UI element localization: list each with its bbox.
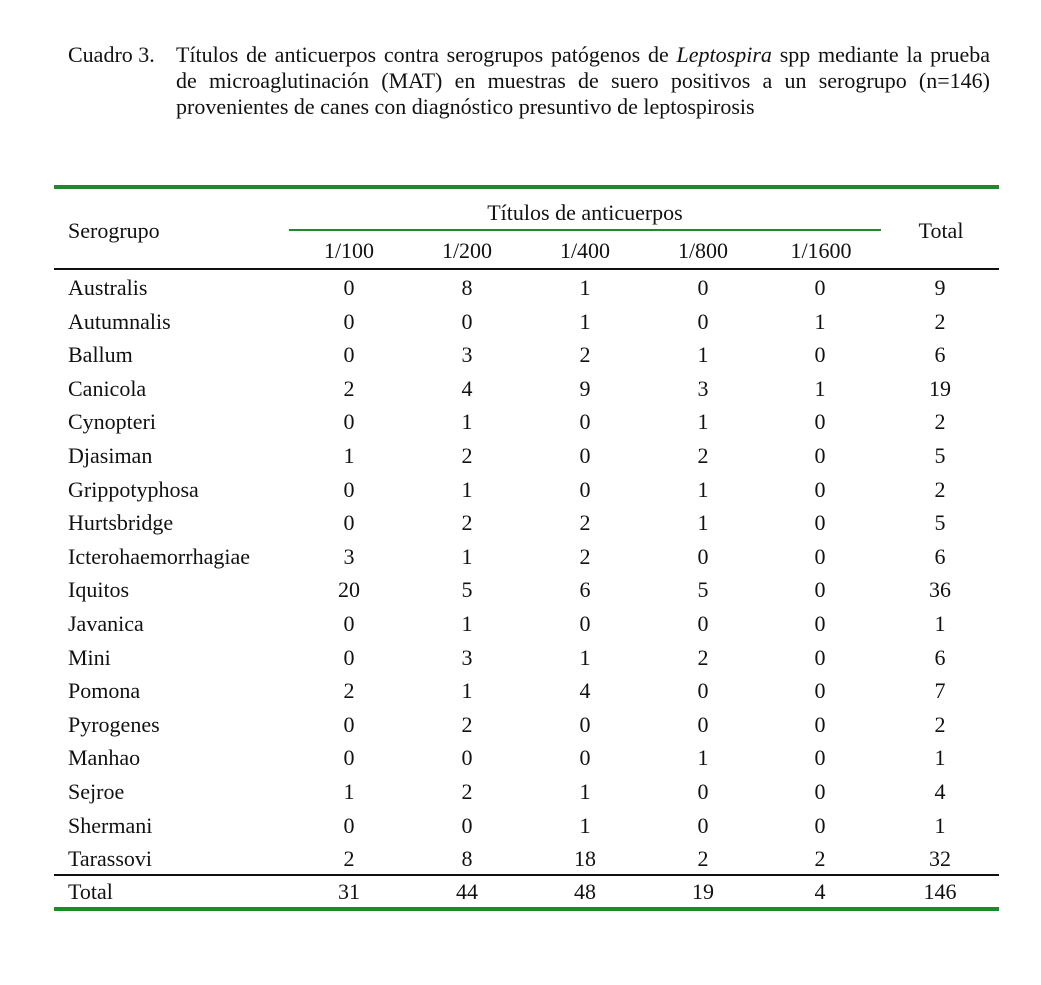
titer-cell: 2 xyxy=(461,779,473,804)
row-total-cell: 5 xyxy=(934,443,946,468)
titer-cell: 1 xyxy=(697,510,709,536)
total-row-rule xyxy=(54,874,999,876)
serogroup-name: Pomona xyxy=(68,678,141,704)
titer-cell: 2 xyxy=(343,846,355,872)
titer-cell: 2 xyxy=(697,846,709,872)
titer-cell: 1 xyxy=(461,678,473,704)
table-row xyxy=(54,540,999,574)
row-total-cell: 2 xyxy=(934,409,946,435)
titer-cell: 0 xyxy=(697,812,709,838)
serogroup-name: Mini xyxy=(68,644,111,670)
serogroup-name: Canicola xyxy=(68,375,147,401)
row-total-cell: 32 xyxy=(929,846,951,872)
header-bottom-rule xyxy=(54,268,999,270)
titer-cell: 2 xyxy=(343,678,355,704)
table-row xyxy=(54,372,999,406)
table-row xyxy=(54,573,999,607)
titer-cell: 0 xyxy=(697,779,709,804)
serogroup-name: Ballum xyxy=(68,342,133,368)
titer-cell: 0 xyxy=(343,611,355,636)
titer-cell: 0 xyxy=(461,308,473,334)
titer-cell: 2 xyxy=(461,510,473,536)
titer-cell: 4 xyxy=(461,375,473,401)
titer-cell: 5 xyxy=(697,577,709,603)
row-total-cell: 2 xyxy=(934,476,946,502)
row-total-cell: 2 xyxy=(934,308,946,334)
titer-cell: 4 xyxy=(814,879,826,904)
titer-cell: 44 xyxy=(456,879,478,904)
titer-cell: 1 xyxy=(461,611,473,636)
serogroup-name: Hurtsbridge xyxy=(68,510,174,536)
titer-cell: 0 xyxy=(814,644,826,670)
titer-cell: 0 xyxy=(814,409,826,435)
titer-cell: 0 xyxy=(461,745,473,771)
row-total-cell: 6 xyxy=(934,644,946,670)
titer-cell: 20 xyxy=(338,577,360,603)
titer-cell: 0 xyxy=(814,779,826,804)
row-total-cell: 7 xyxy=(934,678,946,704)
titer-cell: 2 xyxy=(697,443,709,468)
titer-cell: 0 xyxy=(343,510,355,536)
caption-genus-italic: Leptospira xyxy=(676,42,772,67)
titer-cell: 1 xyxy=(461,409,473,435)
titer-cell: 0 xyxy=(814,711,826,737)
titer-cell: 0 xyxy=(814,812,826,838)
titer-cell: 2 xyxy=(579,342,591,368)
titer-cell: 0 xyxy=(697,308,709,334)
table-row xyxy=(54,506,999,540)
serogroup-name: Grippotyphosa xyxy=(68,476,199,502)
header-total: Total xyxy=(918,218,964,243)
caption-text xyxy=(176,42,990,120)
titer-cell: 3 xyxy=(697,375,709,401)
titer-cell: 31 xyxy=(338,879,360,904)
table-top-rule xyxy=(54,185,999,189)
titer-cell: 1 xyxy=(461,476,473,502)
titer-cell: 0 xyxy=(579,476,591,502)
table-row xyxy=(54,405,999,439)
titer-cell: 3 xyxy=(343,543,355,569)
header-titer-1-200: 1/200 xyxy=(441,238,493,263)
titer-cell: 0 xyxy=(814,342,826,368)
titer-cell: 2 xyxy=(814,846,826,872)
titer-cell: 0 xyxy=(814,611,826,636)
serogroup-name: Tarassovi xyxy=(68,846,152,872)
titer-cell: 0 xyxy=(697,611,709,636)
titer-cell: 0 xyxy=(697,678,709,704)
caption-text-after: spp mediante la prueba de microaglutinación (MAT) en muestras de suero positivos a un serogrupo (n=146) provenientes de canes con diagnóstico presuntivo de leptospirosis xyxy=(176,42,991,119)
titer-cell: 8 xyxy=(461,275,473,300)
titer-cell: 1 xyxy=(697,409,709,435)
titer-cell: 0 xyxy=(343,342,355,368)
titer-cell: 1 xyxy=(579,779,591,804)
row-total-cell: 9 xyxy=(934,275,946,300)
table-row xyxy=(54,842,999,876)
titer-cell: 0 xyxy=(814,443,826,468)
titer-cell: 2 xyxy=(461,711,473,737)
titer-cell: 5 xyxy=(461,577,473,603)
titer-cell: 0 xyxy=(579,611,591,636)
serogroup-name: Cynopteri xyxy=(68,409,156,435)
titer-cell: 2 xyxy=(579,543,591,569)
row-total-cell: 146 xyxy=(923,879,957,904)
titer-cell: 1 xyxy=(579,275,591,300)
table-row xyxy=(54,641,999,675)
titer-cell: 2 xyxy=(343,375,355,401)
row-total-cell: 6 xyxy=(934,342,946,368)
table-row xyxy=(54,338,999,372)
titer-cell: 0 xyxy=(343,644,355,670)
serogroup-name: Sejroe xyxy=(68,779,125,804)
table-row xyxy=(54,473,999,507)
titer-cell: 1 xyxy=(579,308,591,334)
table-row xyxy=(54,775,999,809)
serogroup-name: Australis xyxy=(68,275,148,300)
table-row xyxy=(54,809,999,843)
header-titer-1-100: 1/100 xyxy=(323,238,375,263)
titer-cell: 0 xyxy=(697,275,709,300)
titer-cell: 0 xyxy=(579,711,591,737)
titer-cell: 0 xyxy=(579,443,591,468)
titer-cell: 3 xyxy=(461,342,473,368)
titer-cell: 3 xyxy=(461,644,473,670)
titer-cell: 0 xyxy=(697,543,709,569)
table-row xyxy=(54,741,999,775)
titer-cell: 0 xyxy=(343,409,355,435)
titer-cell: 0 xyxy=(697,711,709,737)
titer-cell: 0 xyxy=(343,711,355,737)
header-titer-1-400: 1/400 xyxy=(559,238,611,263)
caption-text-before: Títulos de anticuerpos contra serogrupos patógenos de xyxy=(176,42,677,67)
row-total-cell: 1 xyxy=(934,611,946,636)
titer-cell: 0 xyxy=(343,745,355,771)
row-total-cell: 19 xyxy=(929,375,951,401)
titers-group-rule xyxy=(289,229,881,231)
table-row xyxy=(54,271,999,305)
row-total-cell: 36 xyxy=(929,577,951,603)
table-bottom-rule xyxy=(54,907,999,911)
row-total-cell: 4 xyxy=(934,779,946,804)
titer-cell: 0 xyxy=(814,678,826,704)
row-total-cell: 1 xyxy=(934,745,946,771)
serogroup-name: Javanica xyxy=(68,611,144,636)
serogroup-name: Manhao xyxy=(68,745,141,771)
serogroup-name: Shermani xyxy=(68,812,153,838)
titer-cell: 1 xyxy=(697,342,709,368)
titer-cell: 19 xyxy=(692,879,714,904)
titer-cell: 0 xyxy=(814,745,826,771)
row-total-cell: 5 xyxy=(934,510,946,536)
table-row xyxy=(54,708,999,742)
titer-cell: 2 xyxy=(461,443,473,468)
header-serogrupo: Serogrupo xyxy=(68,218,160,243)
titer-cell: 1 xyxy=(697,476,709,502)
serogroup-name: Autumnalis xyxy=(68,308,171,334)
titer-cell: 0 xyxy=(343,308,355,334)
serogroup-name: Iquitos xyxy=(68,577,130,603)
titer-cell: 1 xyxy=(343,779,355,804)
titer-cell: 6 xyxy=(579,577,591,603)
titer-cell: 0 xyxy=(579,409,591,435)
titer-cell: 1 xyxy=(814,308,826,334)
titer-cell: 9 xyxy=(579,375,591,401)
titer-cell: 48 xyxy=(574,879,596,904)
total-row xyxy=(54,875,999,909)
serogroup-name: Icterohaemorrhagiae xyxy=(68,543,250,569)
titer-cell: 2 xyxy=(579,510,591,536)
titer-cell: 0 xyxy=(343,476,355,502)
titer-cell: 1 xyxy=(697,745,709,771)
row-total-cell: 1 xyxy=(934,812,946,838)
serogroup-name: Total xyxy=(68,879,113,904)
serogroup-name: Djasiman xyxy=(68,443,153,468)
titer-cell: 0 xyxy=(343,812,355,838)
serogroup-name: Pyrogenes xyxy=(68,711,160,737)
titer-cell: 18 xyxy=(574,846,596,872)
table-row xyxy=(54,439,999,473)
titer-cell: 0 xyxy=(343,275,355,300)
titer-cell: 0 xyxy=(814,543,826,569)
titer-cell: 0 xyxy=(579,745,591,771)
row-total-cell: 6 xyxy=(934,543,946,569)
titer-cell: 0 xyxy=(814,510,826,536)
header-titers-group: Títulos de anticuerpos xyxy=(487,200,683,225)
titer-cell: 1 xyxy=(579,812,591,838)
titer-cell: 0 xyxy=(814,476,826,502)
caption-label: Cuadro 3. xyxy=(68,42,155,67)
table-row xyxy=(54,607,999,641)
titer-cell: 0 xyxy=(814,577,826,603)
table-row xyxy=(54,305,999,339)
titer-cell: 1 xyxy=(814,375,826,401)
titer-cell: 0 xyxy=(461,812,473,838)
titer-cell: 1 xyxy=(343,443,355,468)
table-caption xyxy=(68,42,990,120)
titer-cell: 1 xyxy=(461,543,473,569)
titer-cell: 4 xyxy=(579,678,591,704)
titer-cell: 8 xyxy=(461,846,473,872)
row-total-cell: 2 xyxy=(934,711,946,737)
titer-cell: 0 xyxy=(814,275,826,300)
table-row xyxy=(54,674,999,708)
titer-cell: 2 xyxy=(697,644,709,670)
header-titer-1-800: 1/800 xyxy=(677,238,729,263)
titer-cell: 1 xyxy=(579,644,591,670)
header-titer-1-1600: 1/1600 xyxy=(790,238,852,263)
